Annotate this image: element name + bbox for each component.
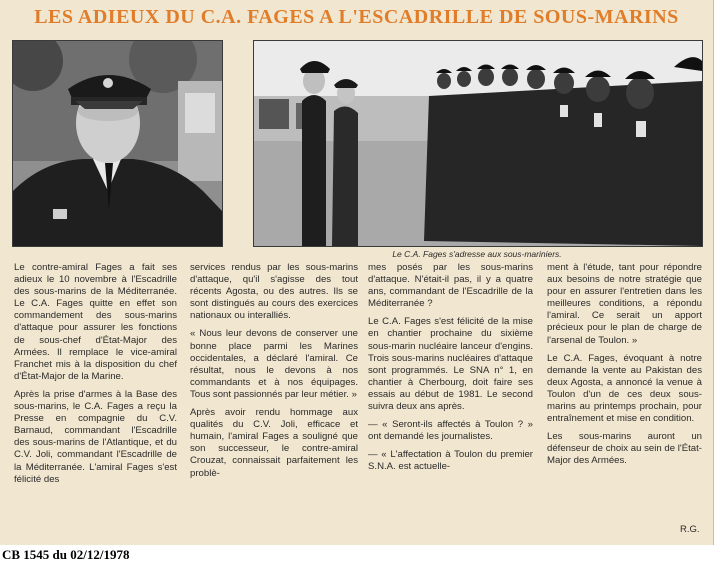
- photo-caption: Le C.A. Fages s'adresse aux sous-mariniers.: [392, 249, 562, 259]
- paragraph: — « Seront-ils affectés à Toulon ? » ont demandé les journalistes.: [368, 419, 533, 443]
- paragraph: — « L'affectation à Toulon du premier S.N.A. est actuelle-: [368, 449, 533, 473]
- paragraph: mes posés par les sous-marins d'attaque. N'était-il pas, il y a quatre ans, commandant de l'Escadrille de la Méditerranée ?: [368, 262, 533, 310]
- group-photo: [253, 40, 703, 247]
- author-signature: R.G.: [680, 524, 700, 535]
- paragraph: Les sous-marins auront un défenseur de choix au sein de l'État-Major des Armées.: [547, 431, 702, 467]
- paragraph: services rendus par les sous-marins d'attaque, qu'il s'agisse des tout récents Agosta, ou des autres. Ils se sont distingués au cours des exercices nationaux ou interalliés.: [190, 262, 358, 322]
- paragraph: Le C.A. Fages s'est félicité de la mise en chantier prochaine du sixième sous-marin nucléaire lanceur d'engins. Trois sous-marins nucléaires d'attaque sont programmés. Le SNA n° 1, en chantier à Cherbourg, doit faire ses essais au début de 1981. Le second suivra deux ans après.: [368, 316, 533, 413]
- paragraph: « Nous leur devons de conserver une bonne place parmi les Marines occidentales, a déclaré l'amiral. Ce résultat, nous le devons à nos commandants et à nos équipages. Tous sont passionnés par leur métier. »: [190, 328, 358, 400]
- portrait-photo: [12, 40, 223, 247]
- paragraph: ment à l'étude, tant pour répondre aux besoins de notre stratégie que pour en assurer l'entretien dans les meilleures conditions, a répondu l'amiral. Ce serait un apport précieux pour le plan de charge de l'arsenal de Toulon. »: [547, 262, 702, 346]
- paragraph: Le contre-amiral Fages a fait ses adieux le 10 novembre à l'Escadrille des sous-marins de la Méditerranée. Le C.A. Fages quitte en effet son commandement des sous-marins d'attaque pour assurer les fonctions de sous-chef d'État-Major des Armées. Il remplace le vice-amiral Franchet mis à la disposition du chef d'État-Major de la Marine.: [14, 262, 177, 382]
- paragraph: Après avoir rendu hommage aux qualités du C.V. Joli, efficace et humain, l'amiral Fages a souligné que son successeur, le contre-amiral Crouzat, connaissait parfaitement les problè-: [190, 407, 358, 479]
- source-footer: CB 1545 du 02/12/1978: [2, 547, 130, 562]
- paragraph: Après la prise d'armes à la Base des sous-marins, le C.A. Fages a reçu la Presse en compagnie du C.V. Barnaud, commandant l'Escadrille des sous-marins de l'Atlantique, et du C.V. Joli, commandant l'Escadrille de la Méditerranée. L'amiral Fages s'est félicité des: [14, 388, 177, 485]
- text-column-1: [14, 262, 177, 492]
- headline: LES ADIEUX DU C.A. FAGES A L'ESCADRILLE DE SOUS-MARINS: [34, 6, 679, 28]
- text-column-2: [190, 262, 358, 486]
- paragraph: Le C.A. Fages, évoquant à notre demande la vente au Pakistan des deux Agosta, a annoncé la venue à Toulon d'un de ces deux sous-marins au printemps prochain, pour entraînement et mise en condition.: [547, 352, 702, 425]
- text-column-3: [368, 262, 533, 480]
- text-column-4: [547, 262, 702, 474]
